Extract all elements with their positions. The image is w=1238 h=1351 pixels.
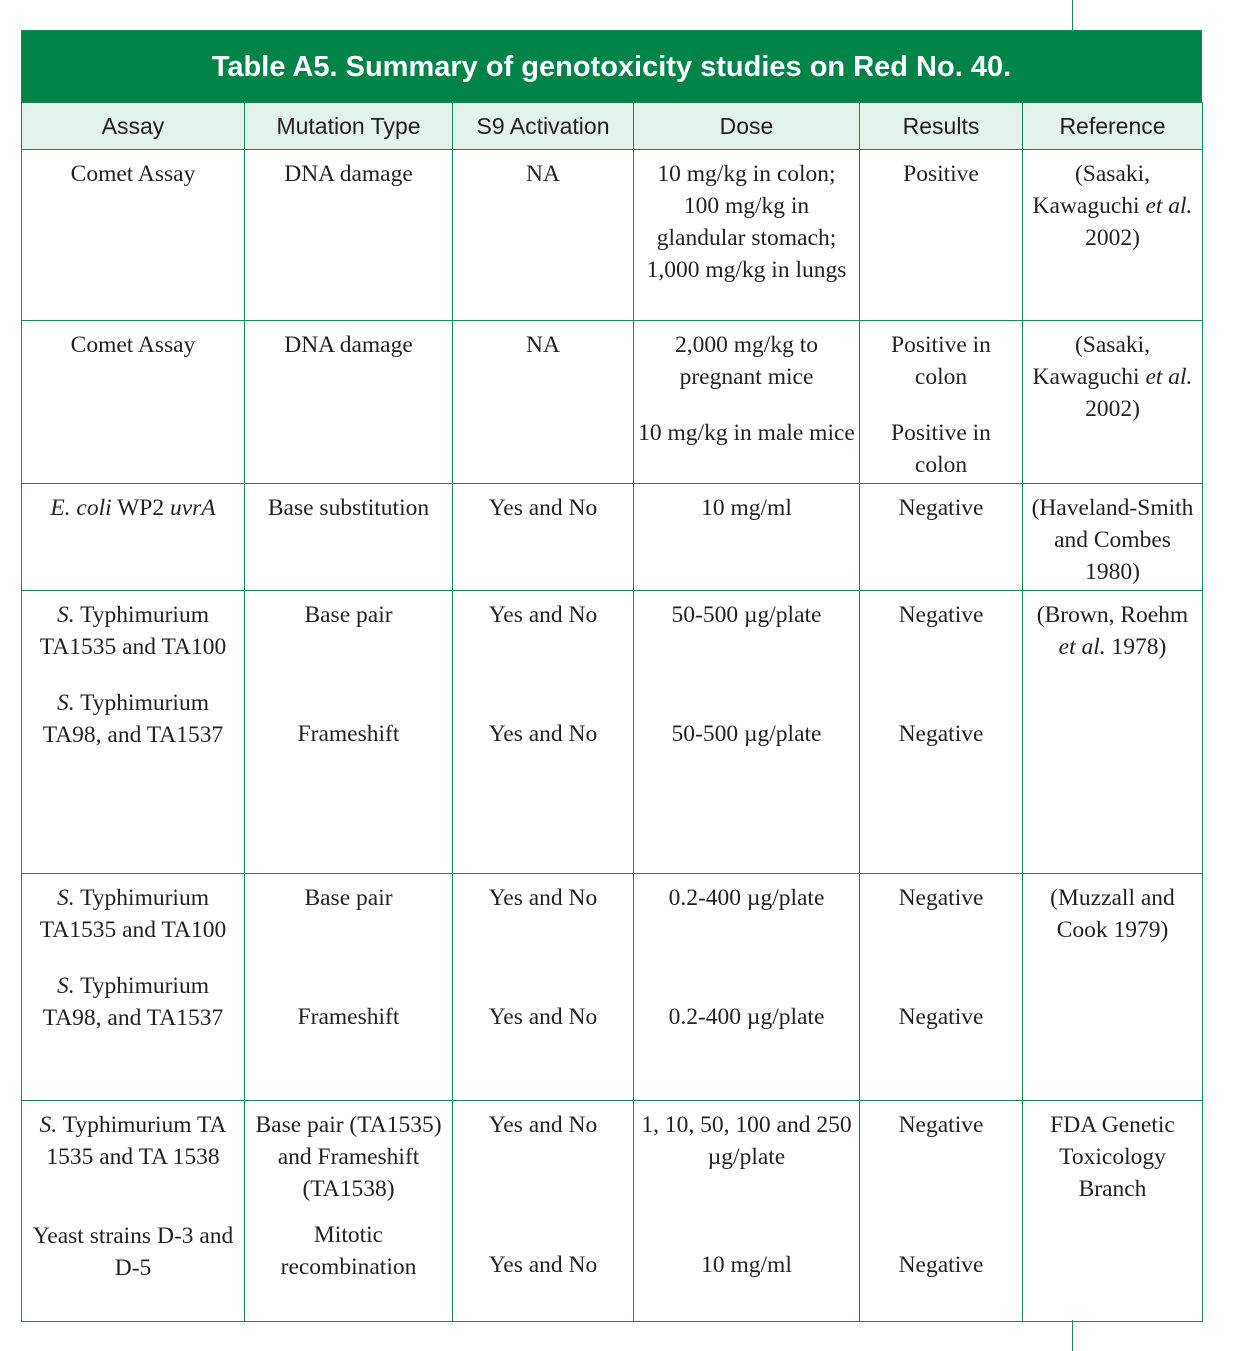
dose-entry: 0.2-400 µg/plate [668,885,825,911]
table-row [22,321,1203,484]
cell-assay: Comet Assay [22,150,245,321]
assay-entry [26,687,240,751]
data-table [21,102,1203,1322]
cell-results [860,321,1023,484]
header-row [22,103,1203,150]
reference-year: 1978) [1105,634,1167,660]
reference-et-al: et al. [1145,193,1193,219]
assay-entry [26,1109,240,1173]
table-title: Table A5. Summary of genotoxicity studies on Red No. 40. [21,30,1202,102]
cell-mutation-type [245,874,453,1101]
cell-results: Negative [860,484,1023,591]
cell-results: Positive [860,150,1023,321]
cell-s9-activation: NA [453,321,634,484]
column-header-mutation-type: Mutation Type [245,103,453,150]
cell-dose [634,1101,860,1322]
column-header-results: Results [860,103,1023,150]
dose-entry: 10 mg/kg in male mice [638,420,855,446]
assay-entry [26,599,240,663]
cell-reference [1023,150,1203,321]
mutation-entry: Base pair [304,885,393,911]
dose-entry: 1, 10, 50, 100 and 250 µg/plate [641,1112,852,1170]
reference-et-al: et al. [1058,634,1106,660]
cell-dose [634,591,860,874]
cell-s9-activation: NA [453,150,634,321]
mutation-entry: Mitotic recombination [280,1222,417,1280]
dose-entry: 50-500 µg/plate [671,602,822,628]
assay-entry [26,970,240,1034]
cell-assay [22,591,245,874]
strain-text: Typhimurium TA1535 and TA100 [39,885,227,943]
cell-reference: (Muzzall and Cook 1979) [1023,874,1203,1101]
dose-entry: 50-500 µg/plate [671,721,822,747]
cell-mutation-type [245,1101,453,1322]
margin-rule-bottom [1072,1320,1073,1351]
result-entry: Negative [898,885,984,911]
cell-mutation-type: DNA damage [245,321,453,484]
s9-entry: Yes and No [488,721,598,747]
genus-abbrev: S. [57,690,75,716]
result-entry: Negative [898,1004,984,1030]
cell-assay [22,874,245,1101]
strain-text: Typhimurium TA1535 and TA100 [39,602,227,660]
result-entry: Negative [898,721,984,747]
s9-entry: Yes and No [488,602,598,628]
cell-reference [1023,321,1203,484]
column-header-reference: Reference [1023,103,1203,150]
cell-assay [22,1101,245,1322]
cell-results [860,874,1023,1101]
dose-entry: 2,000 mg/kg to pregnant mice [675,332,818,390]
cell-results [860,1101,1023,1322]
strain-text: Typhimurium TA 1535 and TA 1538 [46,1112,227,1170]
cell-reference: FDA Genetic Toxicology Branch [1023,1101,1203,1322]
result-entry: Positive in colon [891,332,991,390]
gene-name: uvrA [169,495,216,521]
cell-dose [634,321,860,484]
table-row [22,874,1203,1101]
cell-assay: Comet Assay [22,321,245,484]
cell-mutation-type [245,591,453,874]
result-entry: Negative [898,1252,984,1278]
strain-text: Typhimurium TA98, and TA1537 [42,973,224,1031]
genus-abbrev: S. [57,973,75,999]
cell-reference: (Haveland-Smith and Combes 1980) [1023,484,1203,591]
table-row [22,591,1203,874]
cell-dose [634,874,860,1101]
assay-entry: Yeast strains D-3 and D-5 [32,1223,234,1281]
mutation-entry: Frameshift [297,721,400,747]
genotoxicity-table [21,30,1202,1322]
cell-s9-activation: Yes and No [453,484,634,591]
reference-authors: (Sasaki, Kawaguchi [1032,332,1151,390]
reference-authors: (Sasaki, Kawaguchi [1032,161,1151,219]
result-entry: Negative [898,1112,984,1138]
s9-entry: Yes and No [488,885,598,911]
dose-entry: 0.2-400 µg/plate [668,1004,825,1030]
genus-abbrev: S. [57,885,75,911]
cell-s9-activation [453,1101,634,1322]
cell-s9-activation [453,874,634,1101]
mutation-entry: Base pair [304,602,393,628]
s9-entry: Yes and No [488,1112,598,1138]
dose-entry: 10 mg/ml [701,1252,792,1278]
cell-mutation-type: Base substitution [245,484,453,591]
genus-abbrev: S. [57,602,75,628]
margin-rule-top [1072,0,1073,30]
reference-year: 2002) [1085,225,1140,251]
table-row [22,484,1203,591]
s9-entry: Yes and No [488,1252,598,1278]
cell-dose: 10 mg/kg in colon; 100 mg/kg in glandular stomach; 1,000 mg/kg in lungs [634,150,860,321]
reference-year: 2002) [1085,396,1140,422]
cell-results [860,591,1023,874]
assay-entry [26,882,240,946]
strain-name: WP2 [111,495,170,521]
mutation-entry: Base pair (TA1535) and Frameshift (TA1538) [255,1112,442,1202]
cell-assay [22,484,245,591]
column-header-assay: Assay [22,103,245,150]
s9-entry: Yes and No [488,1004,598,1030]
reference-authors: (Brown, Roehm [1036,602,1189,628]
table-row [22,1101,1203,1322]
column-header-dose: Dose [634,103,860,150]
strain-text: Typhimurium TA98, and TA1537 [42,690,224,748]
genus-abbrev: S. [39,1112,58,1138]
table-row [22,150,1203,321]
mutation-entry: Frameshift [297,1004,400,1030]
cell-mutation-type: DNA damage [245,150,453,321]
result-entry: Negative [898,602,984,628]
organism-name: E. coli [50,495,112,521]
cell-s9-activation [453,591,634,874]
cell-dose: 10 mg/ml [634,484,860,591]
result-entry: Positive in colon [891,420,991,478]
cell-reference [1023,591,1203,874]
reference-et-al: et al. [1145,364,1193,390]
column-header-s9-activation: S9 Activation [453,103,634,150]
